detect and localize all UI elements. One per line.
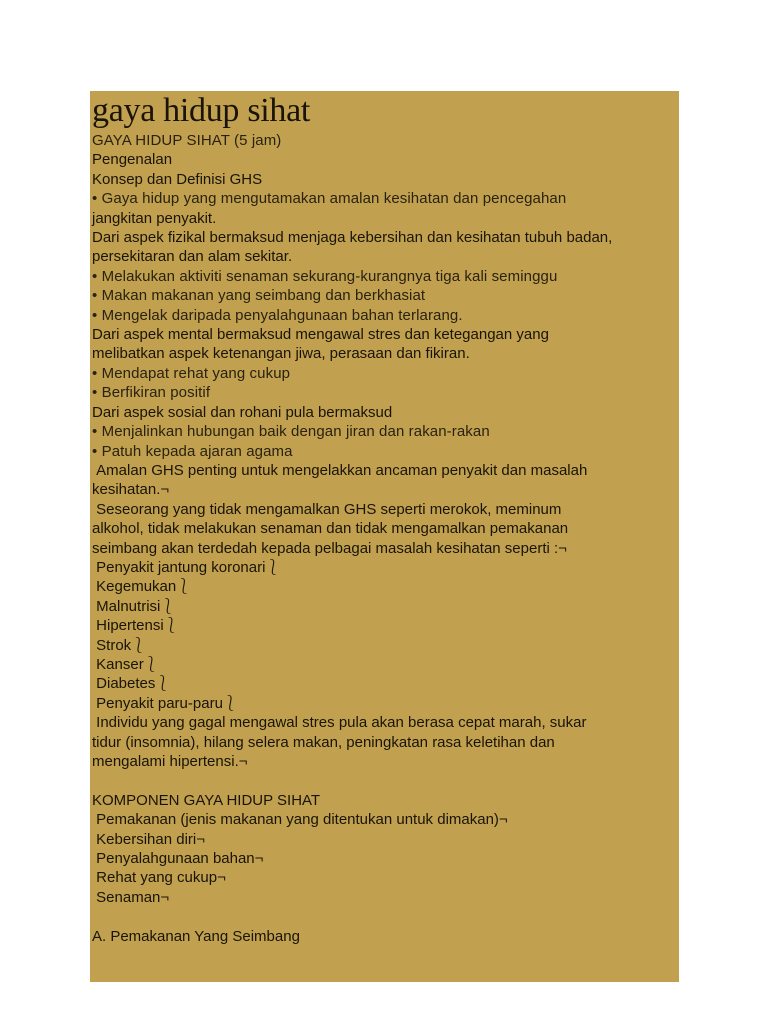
text-line: alkohol, tidak melakukan senaman dan tidak mengamalkan pemakanan bbox=[92, 520, 569, 538]
document-title: gaya hidup sihat bbox=[92, 92, 311, 129]
text-line: • Menjalinkan hubungan baik dengan jiran dan rakan-rakan bbox=[92, 423, 490, 441]
text-line: Dari aspek fizikal bermaksud menjaga kebersihan dan kesihatan tubuh badan, bbox=[92, 229, 613, 247]
text-line: kesihatan.¬ bbox=[92, 481, 170, 499]
text-line: Penyakit jantung koronari⎱ bbox=[92, 558, 281, 576]
text-line: Penyakit paru-paru⎱ bbox=[92, 694, 238, 712]
text-line: mengalami hipertensi.¬ bbox=[92, 753, 248, 770]
text-line: Pengenalan bbox=[92, 151, 173, 169]
text-line: tidur (insomnia), hilang selera makan, peningkatan rasa keletihan dan bbox=[92, 733, 555, 751]
text-line: Rehat yang cukup¬ bbox=[92, 869, 226, 887]
document-page bbox=[90, 91, 679, 982]
text-line: Individu yang gagal mengawal stres pula akan berasa cepat marah, sukar bbox=[92, 714, 587, 732]
text-line: Malnutrisi⎱ bbox=[92, 597, 176, 615]
text-line: seimbang akan terdedah kepada pelbagai masalah kesihatan seperti :¬ bbox=[92, 539, 567, 557]
text-line: jangkitan penyakit. bbox=[92, 209, 217, 227]
text-line: • Makan makanan yang seimbang dan berkhasiat bbox=[92, 287, 426, 305]
text-line: Penyalahgunaan bahan¬ bbox=[92, 850, 264, 868]
text-line: Seseorang yang tidak mengamalkan GHS seperti merokok, meminum bbox=[92, 500, 562, 518]
text-line: • Melakukan aktiviti senaman sekurang-kurangnya tiga kali seminggu bbox=[92, 267, 558, 285]
text-line: Diabetes⎱ bbox=[92, 675, 171, 693]
text-line: • Gaya hidup yang mengutamakan amalan kesihatan dan pencegahan bbox=[92, 190, 567, 208]
text-line: • Patuh kepada ajaran agama bbox=[92, 442, 293, 460]
text-line: KOMPONEN GAYA HIDUP SIHAT bbox=[92, 791, 321, 809]
text-line: A. Pemakanan Yang Seimbang bbox=[92, 927, 300, 945]
text-line: Konsep dan Definisi GHS bbox=[92, 170, 263, 188]
text-line: Kanser⎱ bbox=[92, 655, 159, 673]
text-line: • Mengelak daripada penyalahgunaan bahan terlarang. bbox=[92, 306, 463, 324]
text-line: persekitaran dan alam sekitar. bbox=[92, 248, 293, 266]
text-line: Hipertensi⎱ bbox=[92, 617, 179, 635]
document-body bbox=[92, 131, 677, 946]
text-line: melibatkan aspek ketenangan jiwa, perasaan dan fikiran. bbox=[92, 345, 470, 363]
text-line: Pemakanan (jenis makanan yang ditentukan untuk dimakan)¬ bbox=[92, 811, 508, 829]
text-line: • Berfikiran positif bbox=[92, 384, 211, 402]
text-line: Amalan GHS penting untuk mengelakkan ancaman penyakit dan masalah bbox=[92, 461, 588, 479]
text-line: Strok⎱ bbox=[92, 636, 147, 654]
text-line: Kebersihan diri¬ bbox=[92, 830, 205, 848]
text-line: Senaman¬ bbox=[92, 888, 170, 906]
text-line: • Mendapat rehat yang cukup bbox=[92, 364, 291, 382]
text-line: Dari aspek mental bermaksud mengawal stres dan ketegangan yang bbox=[92, 326, 549, 344]
blank-line bbox=[92, 771, 677, 790]
blank-line bbox=[92, 907, 677, 926]
text-line: Dari aspek sosial dan rohani pula bermaksud bbox=[92, 403, 393, 421]
text-line: Kegemukan⎱ bbox=[92, 578, 192, 596]
text-line: GAYA HIDUP SIHAT (5 jam) bbox=[92, 132, 282, 149]
